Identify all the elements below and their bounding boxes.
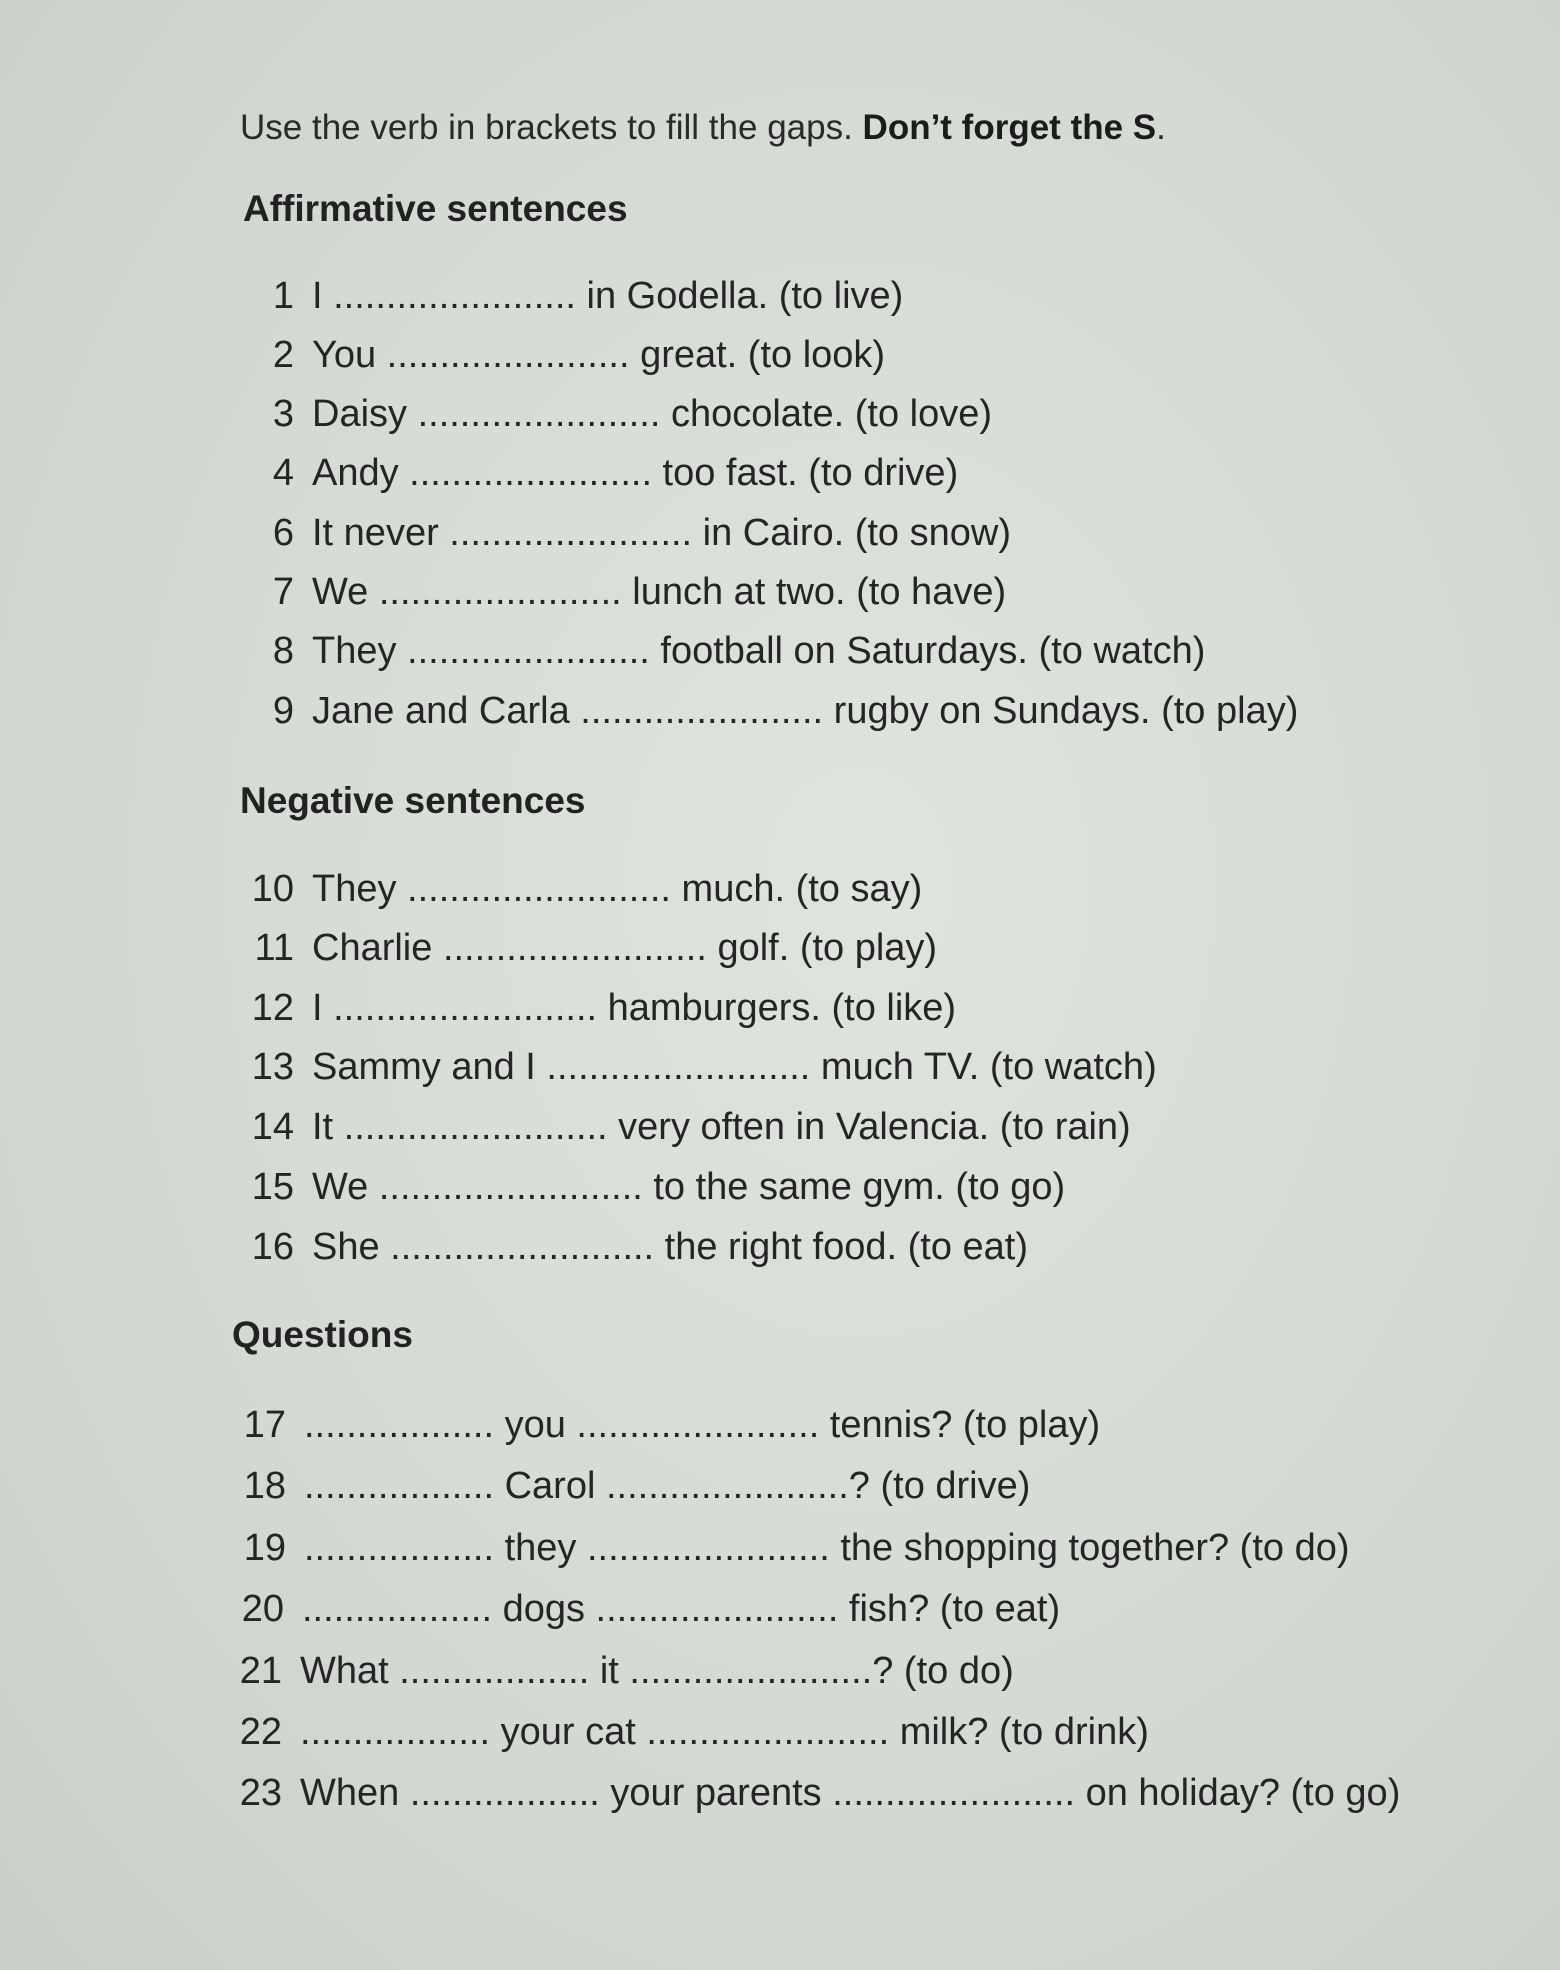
item-number: 15 bbox=[251, 1166, 294, 1208]
item-number: 2 bbox=[272, 334, 294, 376]
item-sentence: It never ....................... in Cairo. (to snow) bbox=[312, 512, 1011, 554]
item-sentence: We ....................... lunch at two. (to have) bbox=[312, 571, 1007, 613]
item-number: 8 bbox=[272, 630, 294, 672]
item-number: 9 bbox=[272, 690, 294, 732]
item-sentence: They ....................... football on Saturdays. (to watch) bbox=[312, 630, 1206, 672]
item-sentence: .................. Carol .......................? (to drive) bbox=[304, 1465, 1031, 1507]
exercise-item bbox=[258, 690, 1298, 733]
item-number: 17 bbox=[243, 1404, 286, 1446]
item-number: 3 bbox=[272, 393, 294, 435]
item-sentence: I ....................... in Godella. (to live) bbox=[312, 275, 904, 317]
item-sentence: They ......................... much. (to say) bbox=[312, 868, 923, 910]
item-sentence: Charlie ......................... golf. (to play) bbox=[312, 927, 938, 969]
item-sentence: Daisy ....................... chocolate. (to love) bbox=[312, 393, 993, 435]
instruction-end: . bbox=[1156, 108, 1166, 147]
item-sentence: Sammy and I ......................... much TV. (to watch) bbox=[312, 1046, 1157, 1088]
exercise-item bbox=[234, 1650, 1014, 1693]
questions-heading: Questions bbox=[232, 1314, 413, 1355]
item-number: 18 bbox=[243, 1465, 286, 1507]
item-number: 20 bbox=[241, 1588, 284, 1630]
exercise-item bbox=[246, 927, 937, 970]
exercise-item bbox=[258, 452, 958, 495]
item-sentence: I ......................... hamburgers. (to like) bbox=[312, 987, 957, 1029]
item-sentence: .................. your cat ....................... milk? (to drink) bbox=[300, 1711, 1149, 1753]
item-sentence: What .................. it .......................? (to do) bbox=[300, 1650, 1014, 1692]
item-number: 11 bbox=[254, 927, 294, 969]
item-sentence: When .................. your parents ....................... on holiday? (to go) bbox=[300, 1772, 1401, 1814]
exercise-item bbox=[238, 1465, 1030, 1508]
item-sentence: Andy ....................... too fast. (to drive) bbox=[312, 452, 959, 494]
negative-heading: Negative sentences bbox=[240, 780, 586, 821]
item-number: 12 bbox=[251, 987, 294, 1029]
exercise-item bbox=[234, 1711, 1149, 1754]
instruction-text bbox=[240, 108, 1166, 148]
exercise-item bbox=[258, 334, 885, 377]
exercise-item bbox=[246, 1046, 1157, 1089]
item-number: 16 bbox=[251, 1226, 294, 1268]
item-number: 1 bbox=[272, 275, 294, 317]
item-number: 23 bbox=[239, 1772, 282, 1814]
exercise-item bbox=[234, 1772, 1400, 1815]
exercise-item bbox=[246, 868, 922, 911]
item-sentence: You ....................... great. (to look) bbox=[312, 334, 886, 376]
item-sentence: .................. you ....................... tennis? (to play) bbox=[304, 1404, 1101, 1446]
item-number: 22 bbox=[239, 1711, 282, 1753]
item-sentence: She ......................... the right food. (to eat) bbox=[312, 1226, 1028, 1268]
exercise-item bbox=[246, 1106, 1131, 1149]
item-sentence: .................. dogs ....................... fish? (to eat) bbox=[302, 1588, 1061, 1630]
instruction-bold: Don’t forget the S bbox=[862, 108, 1157, 147]
item-sentence: Jane and Carla ....................... rugby on Sundays. (to play) bbox=[312, 690, 1299, 732]
item-sentence: We ......................... to the same gym. (to go) bbox=[312, 1166, 1066, 1208]
item-number: 7 bbox=[272, 571, 294, 613]
exercise-item bbox=[258, 393, 992, 436]
item-number: 14 bbox=[251, 1106, 294, 1148]
item-number: 19 bbox=[243, 1527, 286, 1569]
item-number: 21 bbox=[239, 1650, 282, 1692]
exercise-item bbox=[238, 1527, 1350, 1570]
exercise-item bbox=[258, 571, 1006, 614]
exercise-item bbox=[258, 630, 1205, 673]
item-number: 4 bbox=[272, 452, 294, 494]
item-number: 10 bbox=[251, 868, 294, 910]
exercise-item bbox=[236, 1588, 1060, 1631]
exercise-item bbox=[246, 987, 956, 1030]
affirmative-heading: Affirmative sentences bbox=[243, 188, 628, 229]
exercise-item bbox=[246, 1166, 1065, 1209]
exercise-item bbox=[246, 1226, 1028, 1269]
instruction-normal: Use the verb in brackets to fill the gaps. bbox=[240, 108, 863, 147]
item-number: 13 bbox=[251, 1046, 294, 1088]
exercise-item bbox=[258, 512, 1011, 555]
item-sentence: .................. they ....................... the shopping together? (to do) bbox=[304, 1527, 1350, 1569]
exercise-item bbox=[258, 275, 903, 318]
item-sentence: It ......................... very often in Valencia. (to rain) bbox=[312, 1106, 1131, 1148]
exercise-item bbox=[238, 1404, 1100, 1447]
item-number: 6 bbox=[272, 512, 294, 554]
